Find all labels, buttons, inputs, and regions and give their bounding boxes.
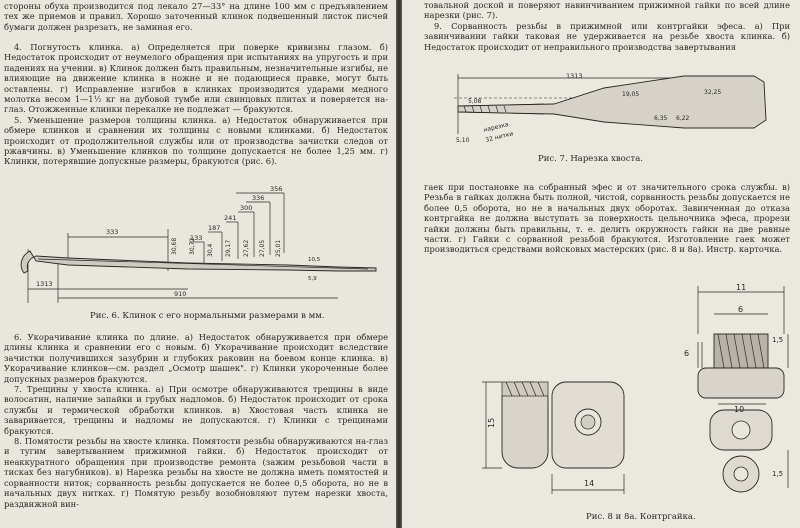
dim-6-left: 6	[684, 349, 690, 358]
right-mid-paragraph	[424, 182, 790, 255]
dimension-lines	[28, 193, 338, 303]
section-5-text: 5. Уменьшение размеров толщины клинка. а) Недостаток обнаруживается при обмере клинков и сравнении их толщины с новыми клинками. б) Недостаток происходит от продолжительной службы или от производства зачистки следов от ржавчины. в) Уменьшение клинков по толщине допускается не более 1,25 мм. г) Клинки, потерявшие допускные размеры, бракуются (рис. 6).	[4, 114, 388, 167]
section-8-text: 8. Помятости резьбы на хвосте клинка. Помятости резьбы обнаруживаются на-глаз и тугим завертыванием прижимной гайки. б) Недостаток происходит от неаккуратного обращения при производстве ремонта (зажим резьбовой части в тисках без нагубников). в) Нарезка резьбы на хвосте не должна иметь помятостей и сорванности ниток; сорванность резьбы допускается не более 0,5 оборота, но не в начальных двух нитках. г) Помятую резьбу возобновляют путем нарезки хвоста, раздвижной вин-	[4, 436, 388, 509]
dim-356: 356	[270, 185, 283, 193]
dim-6-22: 6,22	[676, 115, 690, 122]
paragraph-text: стороны обуха производится под лекало 27—33° на длине 100 мм с предъявлением тех же приемов и правил. Хорошо заточенный клинок подвешенный листок писчей бумаги должен разрезать, не заминая его.	[4, 1, 388, 32]
figure-7-tail-diagram	[454, 70, 794, 150]
dim-15: 15	[487, 417, 496, 428]
dim-27-05: 27,05	[259, 239, 266, 257]
dim-300: 300	[240, 204, 253, 212]
dim-27-62: 27,62	[243, 239, 250, 257]
dim-14: 14	[584, 479, 595, 488]
dim-6-top: 6	[738, 305, 744, 314]
figure-7-caption: Рис. 7. Нарезка хвоста.	[538, 154, 643, 164]
dim-1-5-top: 1,5	[772, 336, 784, 344]
left-top-paragraph	[4, 1, 388, 32]
dim-5-10: 5,10	[456, 137, 470, 144]
dim-25-01: 25,01	[275, 239, 282, 257]
dim-30-4: 30,4	[207, 243, 214, 257]
dim-1-5-bottom: 1,5	[772, 470, 784, 478]
dim-29-17: 29,17	[225, 239, 232, 257]
sections-6-8	[4, 332, 388, 509]
figure-6-blade-diagram	[8, 183, 388, 308]
dim-6-35: 6,35	[654, 115, 668, 122]
section-7-text: 7. Трещины у хвоста клинка. а) При осмотре обнаруживаются трещины в виде волосатин, наличие запайки и грубых надломов. б) Недостаток происходит от срока службы и термической обработки клинков. в) Хвостовая часть клинка не заваривается, трещины и надломы не допускаются. г) Клинки с трещинами бракуются.	[4, 384, 388, 436]
dim-336: 336	[252, 194, 265, 202]
dim-187: 187	[208, 224, 221, 232]
dim-133: 133	[190, 234, 203, 242]
thread-count-label: 32 нитки	[484, 130, 515, 144]
left-page	[0, 0, 396, 528]
dim-10: 10	[734, 405, 745, 414]
blade-shape	[21, 251, 376, 273]
dim-5-08: 5,08	[468, 98, 482, 105]
paragraph-text: товальной доской и поверяют навинчиванием прижимной гайки по всей длине нарезки (рис. 7).	[424, 0, 790, 21]
dim-11: 11	[736, 283, 747, 292]
right-page	[402, 0, 800, 528]
dim-19-05: 19,05	[622, 91, 640, 98]
dim-30-68: 30,68	[171, 237, 178, 255]
section-9-text: 9. Сорванность резьбы в прижимной или контргайки эфеса. а) При завинчивании гайки таковая не удерживается на резьбе хвоста клинка. б) Недостаток происходит от неправильного производства завертывания	[424, 20, 790, 52]
dim-333: 333	[106, 228, 119, 236]
dim-1313: 1313	[566, 72, 583, 80]
dim-32-25: 32,25	[704, 89, 722, 96]
thread-label: нарезка	[482, 120, 510, 134]
tail-shape	[458, 76, 766, 128]
dim-10-5: 10,5	[308, 257, 321, 263]
sections-4-5	[4, 42, 388, 167]
section-4-text: 4. Погнутость клинка. а) Определяется при поверке кривизны глазом. б) Недостаток происходит от неумелого обращения при испытаниях на упругость и при падениях на учении. в) Клинок должен быть правильным, незначительные изгибы, не влияющие на движение клинка в ножне и не подающиеся правке, могут быть оставлены. г) Исправление изгибов в клинках производится ударами медного молотка весом 1—1½ кг на дубовой тумбе или свинцовых плитах и поверяется на-глаз. Отожженные клинки перекалке не подлежат — бракуются.	[4, 42, 388, 115]
dim-241: 241	[224, 214, 237, 222]
section-6-text: 6. Укорачивание клинка по длине. а) Недостаток обнаруживается при обмере длины клинка и сравнении его с новым. б) Укорачивание происходит вследствие зачистки получившихся зазубрин и глубоких раковин на боевом конце клинка. в) Укорачивание клинков—см. раздел „Осмотр шашек". г) Клинки укороченные более допускных размеров бракуются.	[4, 332, 388, 384]
figure-8-caption: Рис. 8 и 8а. Контргайка.	[586, 512, 696, 522]
dim-1313: 1313	[36, 280, 53, 288]
dim-30-72: 30,72	[189, 237, 196, 255]
dim-910: 910	[174, 290, 187, 298]
right-top-paragraph	[424, 0, 790, 52]
locknut-front-view	[502, 382, 624, 468]
dim-5-9: 5,9	[308, 276, 317, 282]
figure-6-caption: Рис. 6. Клинок с его нормальными размерами в мм.	[90, 311, 325, 321]
paragraph-text: гаек при постановке на собранный эфес и от значительного срока службы. в) Резьба в гайках должна быть полной, чистой, сорванность резьбы допускается не более 0,5 оборота, но не в начальных двух оборотах. Завинченная до отказа контргайка не должна выступать за поверхность цельночника эфеса, прорези гайки должны быть правильны, т. е. делить окружность гайки на две равные части. г) Гайки с сорванной резьбой бракуются. Изготовление гаек может производиться средствами войсковых мастерских (рис. 8 и 8а). Инстр. карточка.	[424, 182, 790, 255]
figure-8-locknut-diagram	[432, 278, 800, 514]
